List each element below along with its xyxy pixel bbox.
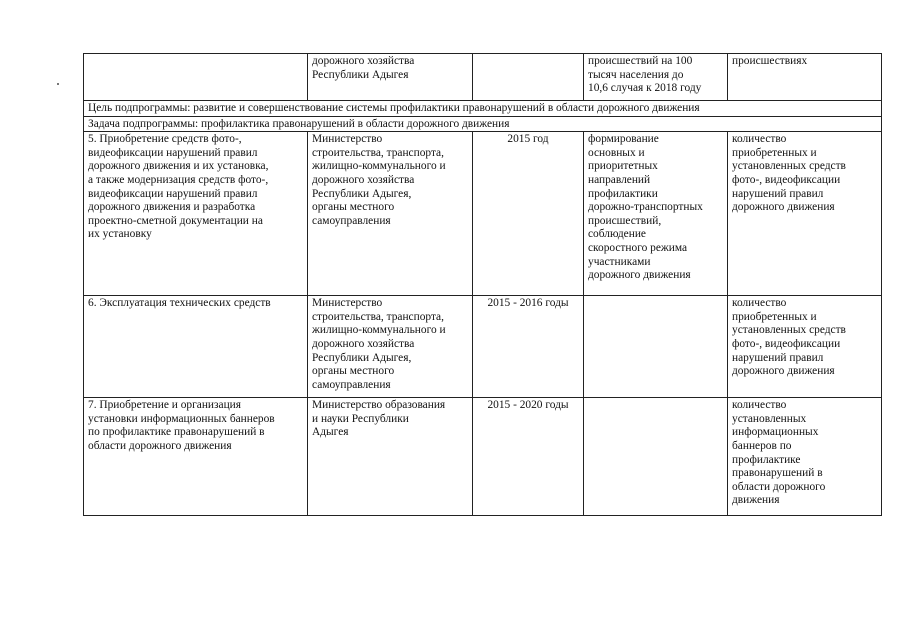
table-row — [84, 132, 882, 296]
table-cell-period: 2015 год — [473, 132, 584, 296]
table-cell-executor: Министерство строительства, транспорта, жилищно-коммунального и дорожного хозяйства Республики Адыгея, органы местного самоуправления — [308, 132, 473, 296]
table-cell-executor: дорожного хозяйства Республики Адыгея — [308, 54, 473, 101]
table-cell-period — [473, 54, 584, 101]
table-cell-measure — [84, 54, 308, 101]
table-cell-indicator: количество приобретенных и установленных средств фото-, видеофиксации нарушений правил дорожного движения — [728, 132, 882, 296]
table-cell-result — [584, 296, 728, 398]
table-cell-measure: 6. Эксплуатация технических средств — [84, 296, 308, 398]
table-cell-indicator: происшествиях — [728, 54, 882, 101]
table-row-goal — [84, 101, 882, 117]
table-cell-measure: 5. Приобретение средств фото-, видеофиксации нарушений правил дорожного движения и их установка, а также модернизация средств фото-, видеофиксации нарушений правил дорожного движения и разработка проектно-сметной документации на их установку — [84, 132, 308, 296]
table-row-continued — [84, 54, 882, 101]
table-cell-result: происшествий на 100 тысяч населения до 10,6 случая к 2018 году — [584, 54, 728, 101]
subprogram-goal: Цель подпрограммы: развитие и совершенствование системы профилактики правонарушений в области дорожного движения — [84, 101, 882, 117]
subprogram-table — [83, 53, 882, 516]
table-cell-indicator: количество приобретенных и установленных средств фото-, видеофиксации нарушений правил дорожного движения — [728, 296, 882, 398]
table-cell-indicator: количество установленных информационных баннеров по профилактике правонарушений в области дорожного движения — [728, 398, 882, 516]
table-cell-measure: 7. Приобретение и организация установки информационных баннеров по профилактике правонарушений в области дорожного движения — [84, 398, 308, 516]
table-cell-result — [584, 398, 728, 516]
table-cell-executor: Министерство образования и науки Республики Адыгея — [308, 398, 473, 516]
table-row — [84, 296, 882, 398]
table-cell-executor: Министерство строительства, транспорта, жилищно-коммунального и дорожного хозяйства Республики Адыгея, органы местного самоуправления — [308, 296, 473, 398]
scan-speck — [57, 83, 59, 85]
table-cell-result: формирование основных и приоритетных направлений профилактики дорожно-транспортных происшествий, соблюдение скоростного режима участниками дорожного движения — [584, 132, 728, 296]
table-row — [84, 398, 882, 516]
subprogram-task: Задача подпрограммы: профилактика правонарушений в области дорожного движения — [84, 116, 882, 132]
table-cell-period: 2015 - 2020 годы — [473, 398, 584, 516]
table-cell-period: 2015 - 2016 годы — [473, 296, 584, 398]
table-row-task — [84, 116, 882, 132]
